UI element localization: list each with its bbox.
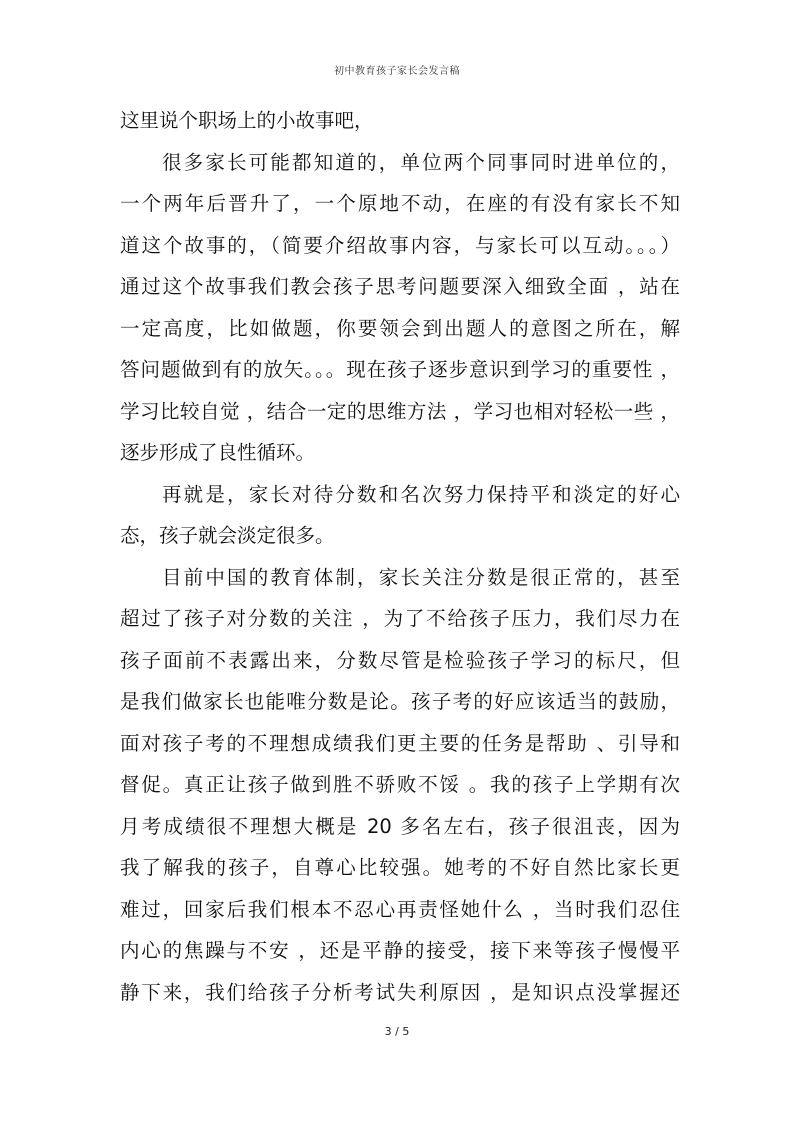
text-line: 难过，回家后我们根本不忍心再责怪她什么 ，当时我们忍住 xyxy=(120,897,680,921)
text-line: 逐步形成了良性循环。 xyxy=(120,441,316,464)
page-header-title: 初中教育孩子家长会发言稿 xyxy=(334,66,460,77)
text-line: 静下来，我们给孩子分析考试失利原因 ，是知识点没掌握还 xyxy=(120,980,680,1004)
text-line: 道这个故事的，（简要介绍故事内容，与家长可以互动。。。） xyxy=(120,233,680,257)
text-line: 态，孩子就会淡定很多。 xyxy=(120,524,335,547)
text-line: 内心的焦躁与不安 ，还是平静的接受，接下来等孩子慢慢平 xyxy=(120,939,680,962)
document-body xyxy=(120,100,680,1013)
text-line: 通过这个故事我们教会孩子思考问题要深入细致全面 ，站在 xyxy=(120,275,680,298)
text-line: 一个两年后晋升了，一个原地不动，在座的有没有家长不知 xyxy=(120,192,680,215)
text-line: 孩子面前不表露出来，分数尽管是检验孩子学习的标尺，但 xyxy=(120,648,680,672)
text-line: 我了解我的孩子，自尊心比较强。她考的不好自然比家长更 xyxy=(120,856,680,879)
text-line: 答问题做到有的放矢。。。现在孩子逐步意识到学习的重要性 ， xyxy=(120,358,680,381)
text-line: 这里说个职场上的小故事吧， xyxy=(120,109,374,132)
text-line: 目前中国的教育体制，家长关注分数是很正常的，甚至 xyxy=(162,565,680,589)
text-line: 面对孩子考的不理想成绩我们更主要的任务是帮助 、引导和 xyxy=(120,731,680,755)
text-line: 很多家长可能都知道的，单位两个同事同时进单位的， xyxy=(162,150,680,174)
text-line: 学习比较自觉 ，结合一定的思维方法 ，学习也相对轻松一些 ， xyxy=(120,399,680,423)
text-line: 超过了孩子对分数的关注 ，为了不给孩子压力，我们尽力在 xyxy=(120,607,680,630)
text-line: 再就是，家长对待分数和名次努力保持平和淡定的好心 xyxy=(162,482,680,506)
page-number: 3 / 5 xyxy=(384,1025,410,1038)
text-line: 月考成绩很不理想大概是 20 多名左右，孩子很沮丧，因为 xyxy=(120,814,680,838)
text-line: 是我们做家长也能唯分数是论。孩子考的好应该适当的鼓励， xyxy=(120,690,680,713)
text-line: 一定高度，比如做题，你要领会到出题人的意图之所在，解 xyxy=(120,316,680,340)
text-line: 督促。真正让孩子做到胜不骄败不馁 。我的孩子上学期有次 xyxy=(120,773,680,796)
